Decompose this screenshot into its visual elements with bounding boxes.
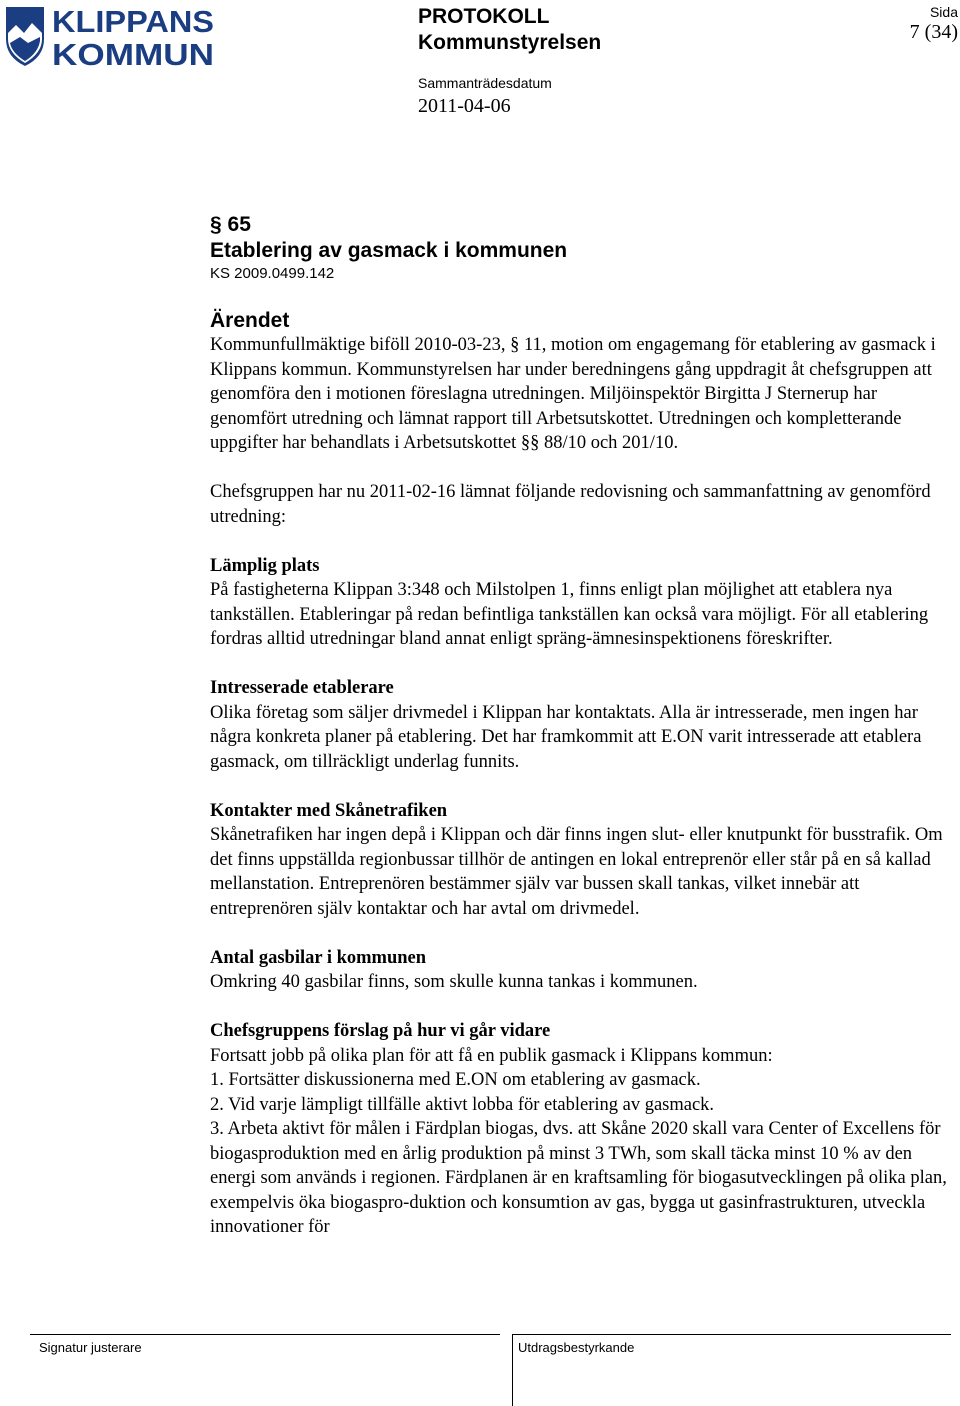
- signature-label: Signatur justerare: [39, 1340, 142, 1355]
- meeting-date-label: Sammanträdesdatum: [418, 75, 552, 91]
- section-heading-skanetrafiken: Kontakter med Skånetrafiken: [210, 800, 448, 821]
- klippans-kommun-logo: [4, 3, 216, 67]
- logo-line1: KLIPPANS: [52, 4, 214, 39]
- footer-divider-vertical: [512, 1334, 513, 1406]
- document-type: PROTOKOLL: [418, 5, 550, 28]
- body-name: Kommunstyrelsen: [418, 31, 602, 54]
- arendet-paragraph-2: Chefsgruppen har nu 2011-02-16 lämnat följande redovisning och sammanfattning av genomförd utredning:: [210, 482, 931, 527]
- antal-gasbilar-text: Omkring 40 gasbilar finns, som skulle kunna tankas i kommunen.: [210, 972, 698, 992]
- arendet-paragraph-1: Kommunfullmäktige biföll 2010-03-23, § 11, motion om engagemang för etablering av gasmack i Klippans kommun. Kommunstyrelsen har under beredningens gång uppdragit åt chefsgruppen att genomföra den i motionen föreslagna utredningen. Miljöinspektör Birgitta J Sternerup har genomfört utredning och lämnat rapport till Arbetsutskottet. Utredningen och kompletterande uppgifter har behandlats i Arbetsutskottet §§ 88/10 och 201/10.: [210, 335, 936, 453]
- section-heading-antal-gasbilar: Antal gasbilar i kommunen: [210, 947, 427, 968]
- footer-divider-right: [513, 1334, 951, 1335]
- certification-label: Utdragsbestyrkande: [518, 1340, 635, 1355]
- intresserade-text: Olika företag som säljer drivmedel i Klippan har kontaktats. Alla är intresserade, men ingen har några konkreta planer på etablering. Det har framkommit att E.ON varit intresserade att etablera gasmack, om tillräckligt underlag funnits.: [210, 702, 922, 772]
- skanetrafiken-text: Skånetrafiken har ingen depå i Klippan och där finns ingen slut- eller knutpunkt för busstrafik. Om det finns uppställda regionbussar tillhör de antingen en lokal entreprenör eller står på en så kallad mellanstation. Entreprenören bestämmer själv var bussen skall tankas, vilket innebär att entreprenören själv kontaktar och har avtal om drivmedel.: [210, 825, 943, 919]
- section-heading-lamplig-plats: Lämplig plats: [210, 555, 320, 576]
- item-title: Etablering av gasmack i kommunen: [210, 239, 568, 262]
- logo-emblem-icon: [4, 3, 216, 67]
- list-item: 2. Vid varje lämpligt tillfälle aktivt lobba för etablering av gasmack.: [210, 1094, 715, 1115]
- lamplig-plats-text: På fastigheterna Klippan 3:348 och Milstolpen 1, finns enligt plan möjlighet att etablera nya tankställen. Etableringar på redan befintliga tankställen kan också vara möjligt. För all etablering fordras alltid utredningar bland annat enligt spräng-ämnesinspektionens föreskrifter.: [210, 580, 929, 649]
- logo-line2: KOMMUN: [52, 37, 214, 67]
- protocol-body: [210, 212, 955, 1240]
- footer-divider-left: [30, 1334, 500, 1335]
- section-heading-forslag: Chefsgruppens förslag på hur vi går vidare: [210, 1021, 551, 1041]
- paragraph-number: § 65: [210, 213, 251, 236]
- list-item: 1. Fortsätter diskussionerna med E.ON om etablering av gasmack.: [210, 1070, 701, 1090]
- forslag-intro: Fortsatt jobb på olika plan för att få en publik gasmack i Klippans kommun:: [210, 1045, 773, 1066]
- page-number: 7 (34): [909, 21, 958, 43]
- list-item: 3. Arbeta aktivt för målen i Färdplan biogas, dvs. att Skåne 2020 skall vara Center of Excellens för biogasproduktion med en årlig produktion på minst 3 TWh, som skall täcka minst 10 % av den energi som används i regionen. Färdplanen är en kraftsamling för biogasutvecklingen på olika plan, exempelvis öka biogaspro-duktion och konsumtion av gas, bygga ut gasinfrastrukturen, utveckla innovationer för: [210, 1119, 947, 1237]
- case-number: KS 2009.0499.142: [210, 265, 335, 282]
- section-heading-arendet: Ärendet: [210, 309, 290, 332]
- meeting-date: 2011-04-06: [418, 95, 511, 117]
- section-heading-intresserade: Intresserade etablerare: [210, 678, 394, 698]
- page-label: Sida: [929, 4, 958, 20]
